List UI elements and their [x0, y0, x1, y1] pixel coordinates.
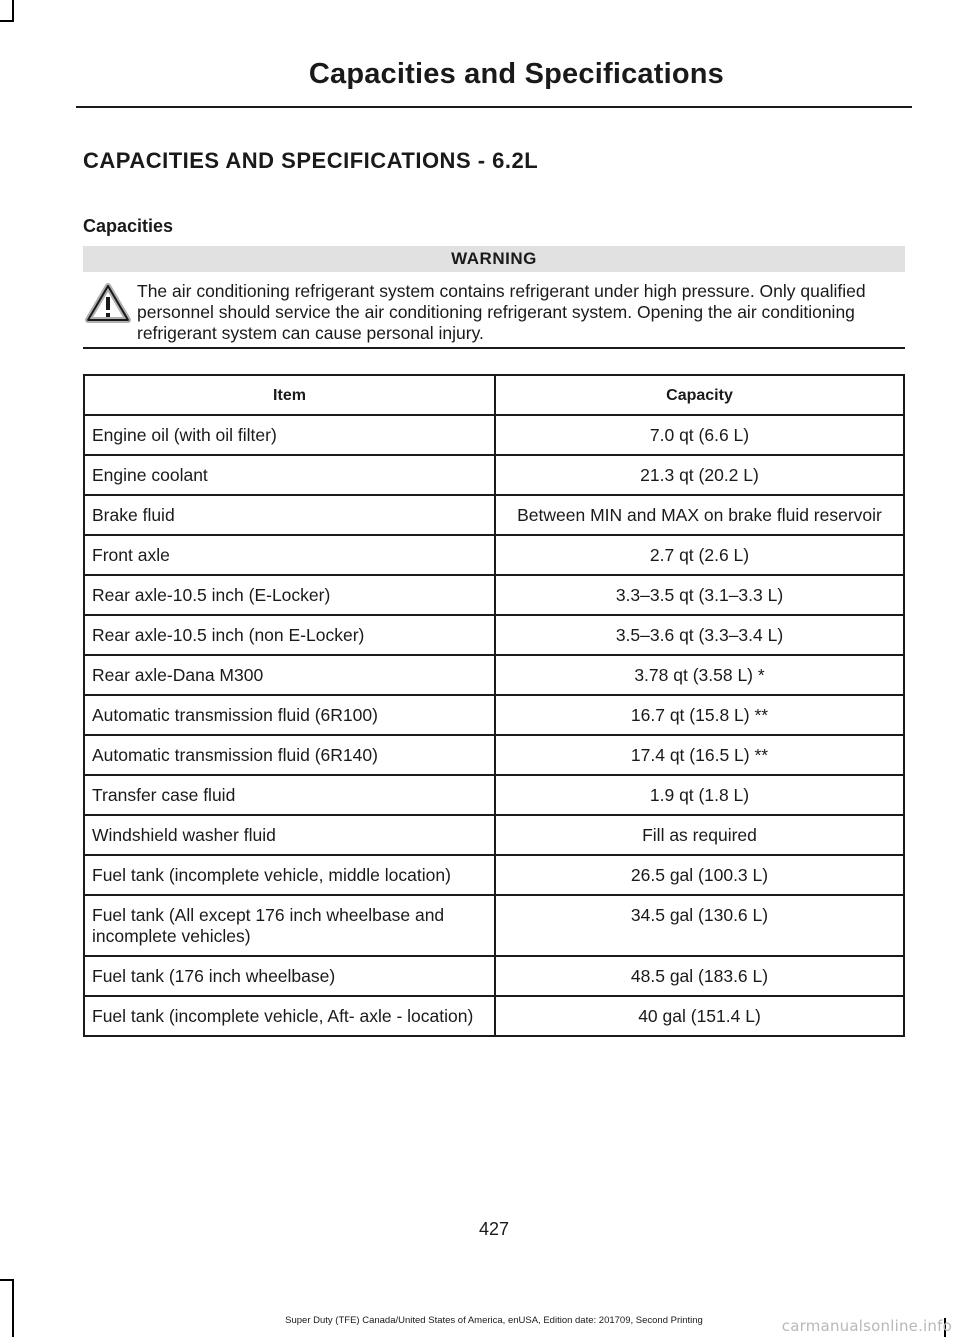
item-cell: Engine coolant — [84, 455, 495, 495]
table-row — [84, 655, 904, 695]
item-cell: Fuel tank (incomplete vehicle, middle location) — [84, 855, 495, 895]
column-header-capacity: Capacity — [495, 375, 904, 415]
watermark: carmanualsonline.info — [781, 1317, 952, 1335]
table-row — [84, 455, 904, 495]
table-row — [84, 956, 904, 996]
table-row — [84, 735, 904, 775]
table-row — [84, 895, 904, 956]
header-divider — [76, 106, 912, 108]
table-row — [84, 575, 904, 615]
item-cell: Windshield washer fluid — [84, 815, 495, 855]
item-cell: Transfer case fluid — [84, 775, 495, 815]
table-row — [84, 495, 904, 535]
capacities-table — [83, 374, 905, 1037]
table-header-row — [84, 375, 904, 415]
crop-mark-bottom-left-vertical — [12, 1279, 14, 1337]
footer-edition-text: Super Duty (TFE) Canada/United States of America, enUSA, Edition date: 201709, Second Printing — [285, 1315, 703, 1326]
crop-mark-top-left-horizontal — [0, 20, 14, 22]
table-row — [84, 996, 904, 1036]
item-cell: Brake fluid — [84, 495, 495, 535]
table-row — [84, 855, 904, 895]
section-title: CAPACITIES AND SPECIFICATIONS - 6.2L — [83, 148, 539, 173]
crop-mark-top-left-vertical — [12, 0, 14, 22]
table-row — [84, 815, 904, 855]
capacity-cell: 21.3 qt (20.2 L) — [495, 455, 904, 495]
subheading-capacities: Capacities — [83, 216, 174, 236]
crop-mark-bottom-left-horizontal — [0, 1279, 14, 1281]
warning-label: WARNING — [83, 246, 905, 272]
table-row — [84, 615, 904, 655]
page-header-title: Capacities and Specifications — [308, 58, 724, 90]
item-cell: Engine oil (with oil filter) — [84, 415, 495, 455]
table-row — [84, 415, 904, 455]
table-row — [84, 535, 904, 575]
capacity-cell: Between MIN and MAX on brake fluid reservoir — [495, 495, 904, 535]
capacity-cell: 3.3–3.5 qt (3.1–3.3 L) — [495, 575, 904, 615]
capacity-cell: 26.5 gal (100.3 L) — [495, 855, 904, 895]
item-cell: Fuel tank (incomplete vehicle, Aft- axle - location) — [84, 996, 495, 1036]
item-cell: Fuel tank (All except 176 inch wheelbase and incomplete vehicles) — [84, 895, 495, 956]
capacity-cell: 40 gal (151.4 L) — [495, 996, 904, 1036]
column-header-item: Item — [84, 375, 495, 415]
warning-triangle-icon — [85, 282, 131, 324]
capacity-cell: 2.7 qt (2.6 L) — [495, 535, 904, 575]
capacity-cell: 48.5 gal (183.6 L) — [495, 956, 904, 996]
capacity-cell: 17.4 qt (16.5 L) ** — [495, 735, 904, 775]
capacity-cell: 3.5–3.6 qt (3.3–3.4 L) — [495, 615, 904, 655]
item-cell: Rear axle-10.5 inch (non E-Locker) — [84, 615, 495, 655]
page-number: 427 — [478, 1219, 510, 1239]
capacity-cell: 1.9 qt (1.8 L) — [495, 775, 904, 815]
item-cell: Fuel tank (176 inch wheelbase) — [84, 956, 495, 996]
item-cell: Automatic transmission fluid (6R140) — [84, 735, 495, 775]
capacity-cell: Fill as required — [495, 815, 904, 855]
item-cell: Front axle — [84, 535, 495, 575]
warning-divider — [83, 347, 905, 349]
capacity-cell: 34.5 gal (130.6 L) — [495, 895, 904, 956]
warning-text: The air conditioning refrigerant system contains refrigerant under high pressure. Only qualified personnel should service the air conditioning refrigerant system. Opening the air conditioning refrigerant system can cause personal injury. — [137, 281, 866, 343]
capacity-cell: 3.78 qt (3.58 L) * — [495, 655, 904, 695]
item-cell: Rear axle-Dana M300 — [84, 655, 495, 695]
item-cell: Rear axle-10.5 inch (E-Locker) — [84, 575, 495, 615]
table-row — [84, 695, 904, 735]
capacity-cell: 7.0 qt (6.6 L) — [495, 415, 904, 455]
table-row — [84, 775, 904, 815]
item-cell: Automatic transmission fluid (6R100) — [84, 695, 495, 735]
capacity-cell: 16.7 qt (15.8 L) ** — [495, 695, 904, 735]
